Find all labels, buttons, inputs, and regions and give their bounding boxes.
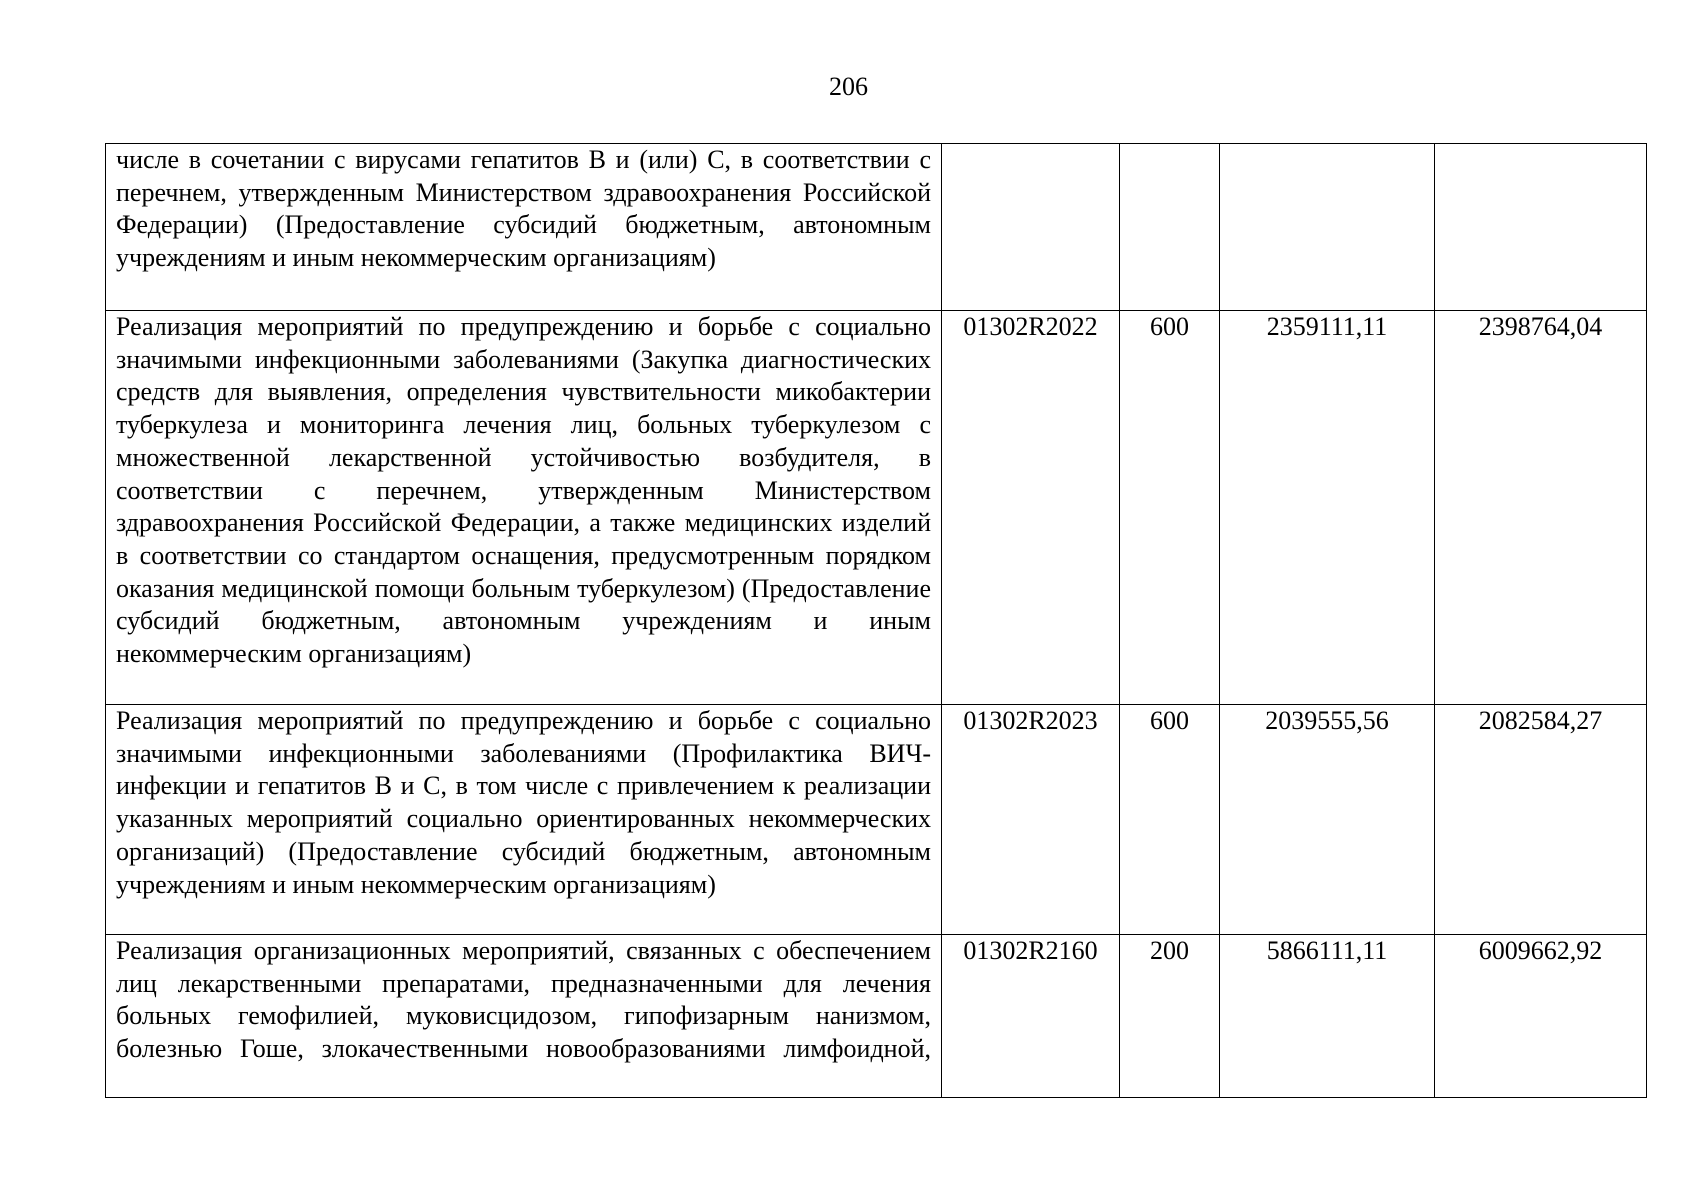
row-sum2-cell: 2398764,04 (1435, 311, 1647, 705)
row-code-cell: 01302R2160 (942, 935, 1120, 1098)
table-row (106, 705, 1647, 935)
row-sum1-cell: 2359111,11 (1220, 311, 1435, 705)
budget-table (105, 143, 1647, 1098)
table-row (106, 144, 1647, 311)
row-name-cell: Реализация мероприятий по предупреждению и борьбе с социально значимыми инфекционными заболеваниями (Профилактика ВИЧ-инфекции и гепатитов В и С, в том числе с привлечением к реализации указанных мероприятий социально ориентированных некоммерческих организаций) (Предоставление субсидий бюджетным, автономным учреждениям и иным некоммерческим организациям) (106, 705, 942, 935)
row-type-cell: 200 (1120, 935, 1220, 1098)
row-type-cell (1120, 144, 1220, 311)
row-sum2-cell (1435, 144, 1647, 311)
table-row (106, 311, 1647, 705)
row-sum1-cell: 5866111,11 (1220, 935, 1435, 1098)
row-sum2-cell: 2082584,27 (1435, 705, 1647, 935)
row-code-cell: 01302R2022 (942, 311, 1120, 705)
page-number: 206 (829, 72, 868, 101)
row-code-cell: 01302R2023 (942, 705, 1120, 935)
row-name-cell: числе в сочетании с вирусами гепатитов В и (или) С, в соответствии с перечнем, утвержденным Министерством здравоохранения Российской Федерации) (Предоставление субсидий бюджетным, автономным учреждениям и иным некоммерческим организациям) (106, 144, 942, 311)
table-row (106, 935, 1647, 1098)
row-type-cell: 600 (1120, 311, 1220, 705)
row-sum2-cell: 6009662,92 (1435, 935, 1647, 1098)
row-name-cell: Реализация мероприятий по предупреждению и борьбе с социально значимыми инфекционными заболеваниями (Закупка диагностических средств для выявления, определения чувствительности микобактерии туберкулеза и мониторинга лечения лиц, больных туберкулезом с множественной лекарственной устойчивостью возбудителя, в соответствии с перечнем, утвержденным Министерством здравоохранения Российской Федерации, а также медицинских изделий в соответствии со стандартом оснащения, предусмотренным порядком оказания медицинской помощи больным туберкулезом) (Предоставление субсидий бюджетным, автономным учреждениям и иным некоммерческим организациям) (106, 311, 942, 705)
row-type-cell: 600 (1120, 705, 1220, 935)
row-code-cell (942, 144, 1120, 311)
row-name-cell: Реализация организационных мероприятий, связанных с обеспечением лиц лекарственными препаратами, предназначенными для лечения больных гемофилией, муковисцидозом, гипофизарным нанизмом, болезнью Гоше, злокачественными новообразованиями лимфоидной, (106, 935, 942, 1098)
row-sum1-cell (1220, 144, 1435, 311)
row-sum1-cell: 2039555,56 (1220, 705, 1435, 935)
